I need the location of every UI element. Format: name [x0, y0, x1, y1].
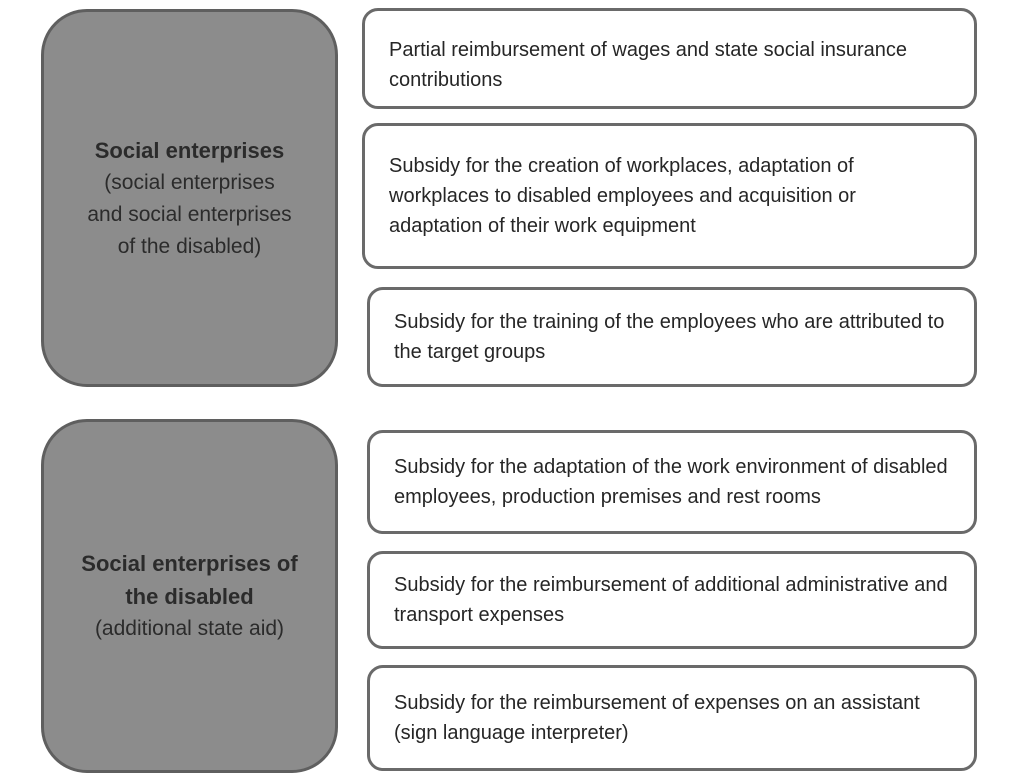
group-subtitle-line: and social enterprises	[87, 202, 292, 226]
group-title: Social enterprises	[94, 137, 285, 163]
aid-item-work-environment	[367, 430, 977, 534]
aid-item-workplace-creation	[362, 123, 977, 269]
aid-item-text: Subsidy for the reimbursement of additional administrative and transport expenses	[394, 574, 948, 626]
group-social-enterprises	[41, 9, 338, 387]
aid-item-text: Subsidy for the adaptation of the work environment of disabled employees, production premises and rest rooms	[394, 456, 948, 508]
aid-item-assistant	[367, 665, 977, 771]
group-subtitle-line: (social enterprises	[104, 170, 275, 194]
aid-item-text: Partial reimbursement of wages and state social insurance contributions	[389, 39, 908, 91]
aid-item-wage-reimbursement	[362, 8, 977, 109]
aid-item-text: Subsidy for the creation of workplaces, adaptation of workplaces to disabled employees and acquisition or adaptation of their work equipment	[389, 155, 856, 237]
group-title-line: the disabled	[125, 584, 254, 609]
aid-item-admin-transport	[367, 551, 977, 649]
group-social-enterprises-of-disabled	[41, 419, 338, 773]
aid-item-training	[367, 287, 977, 387]
group-subtitle: (additional state aid)	[94, 617, 285, 640]
aid-item-text: Subsidy for the reimbursement of expenses on an assistant (sign language interpreter)	[394, 692, 920, 744]
group-title-line: Social enterprises of	[81, 551, 298, 576]
group-subtitle-line: of the disabled)	[117, 234, 262, 258]
aid-item-text: Subsidy for the training of the employees who are attributed to the target groups	[394, 311, 945, 363]
